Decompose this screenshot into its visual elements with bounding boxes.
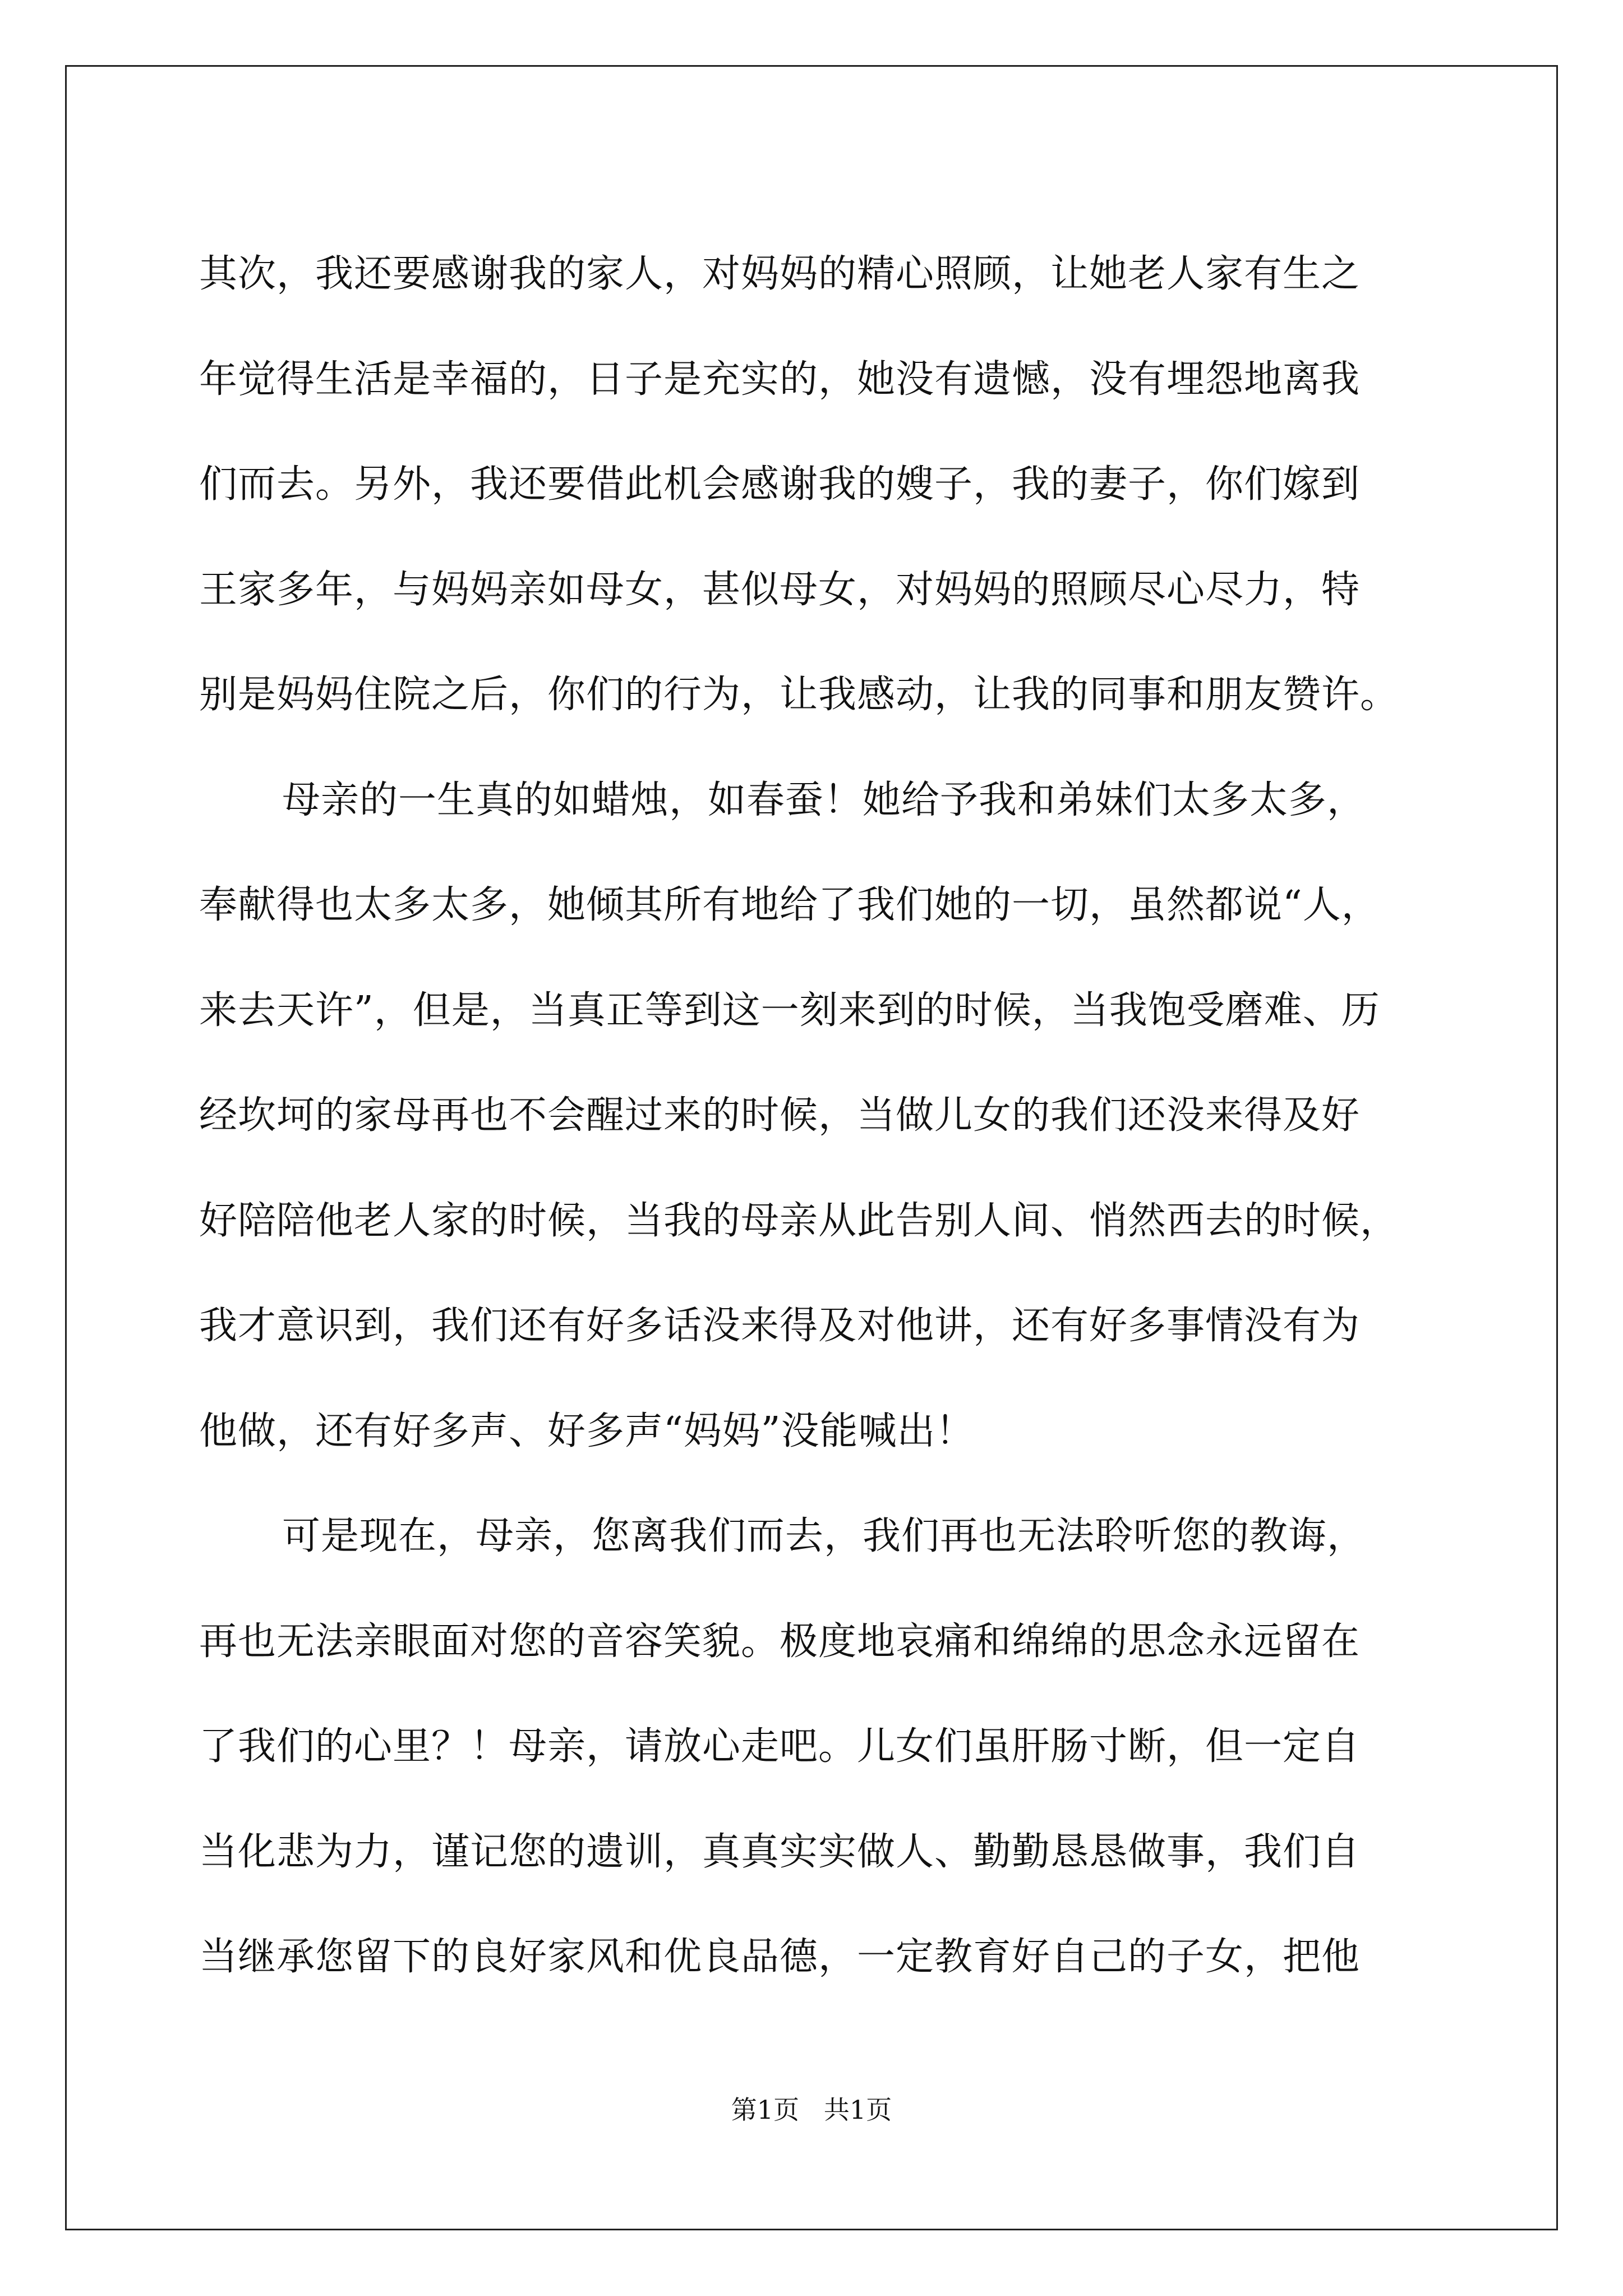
text-line: 他做，还有好多声、好多声“妈妈”没能喊出！	[199, 1409, 975, 1453]
page-number-footer: 第1页 共1页	[731, 2095, 892, 2125]
text-line: 母亲的一生真的如蜡烛，如春蚕！她给予我和弟妹们太多太多，	[282, 777, 1366, 822]
text-line: 可是现在，母亲，您离我们而去，我们再也无法聆听您的教诲，	[282, 1514, 1366, 1558]
text-line: 当继承您留下的良好家风和优良品德，一定教育好自己的子女，把他	[199, 1935, 1361, 1979]
text-line: 我才意识到，我们还有好多话没来得及对他讲，还有好多事情没有为	[199, 1304, 1361, 1348]
text-line: 们而去。另外，我还要借此机会感谢我的嫂子，我的妻子，你们嫁到	[199, 462, 1361, 507]
text-line: 年觉得生活是幸福的，日子是充实的，她没有遗憾，没有埋怨地离我	[199, 357, 1361, 402]
document-body	[199, 222, 1424, 2010]
text-line: 来去天许”，但是，当真正等到这一刻来到的时候，当我饱受磨难、历	[199, 988, 1380, 1033]
text-line: 王家多年，与妈妈亲如母女，甚似母女，对妈妈的照顾尽心尽力，特	[199, 567, 1361, 612]
text-line: 别是妈妈住院之后，你们的行为，让我感动，让我的同事和朋友赞许。	[199, 673, 1399, 717]
text-line: 奉献得也太多太多，她倾其所有地给了我们她的一切，虽然都说“人，	[199, 883, 1380, 927]
text-line: 其次，我还要感谢我的家人，对妈妈的精心照顾，让她老人家有生之	[199, 252, 1361, 296]
text-line: 了我们的心里？！母亲，请放心走吧。儿女们虽肝肠寸断，但一定自	[199, 1724, 1361, 1769]
text-line: 经坎坷的家母再也不会醒过来的时候，当做儿女的我们还没来得及好	[199, 1093, 1361, 1138]
text-line: 好陪陪他老人家的时候，当我的母亲从此告别人间、悄然西去的时候，	[199, 1198, 1399, 1243]
text-line: 再也无法亲眼面对您的音容笑貌。极度地哀痛和绵绵的思念永远留在	[199, 1619, 1361, 1664]
text-line: 当化悲为力，谨记您的遗训，真真实实做人、勤勤恳恳做事，我们自	[199, 1829, 1361, 1874]
